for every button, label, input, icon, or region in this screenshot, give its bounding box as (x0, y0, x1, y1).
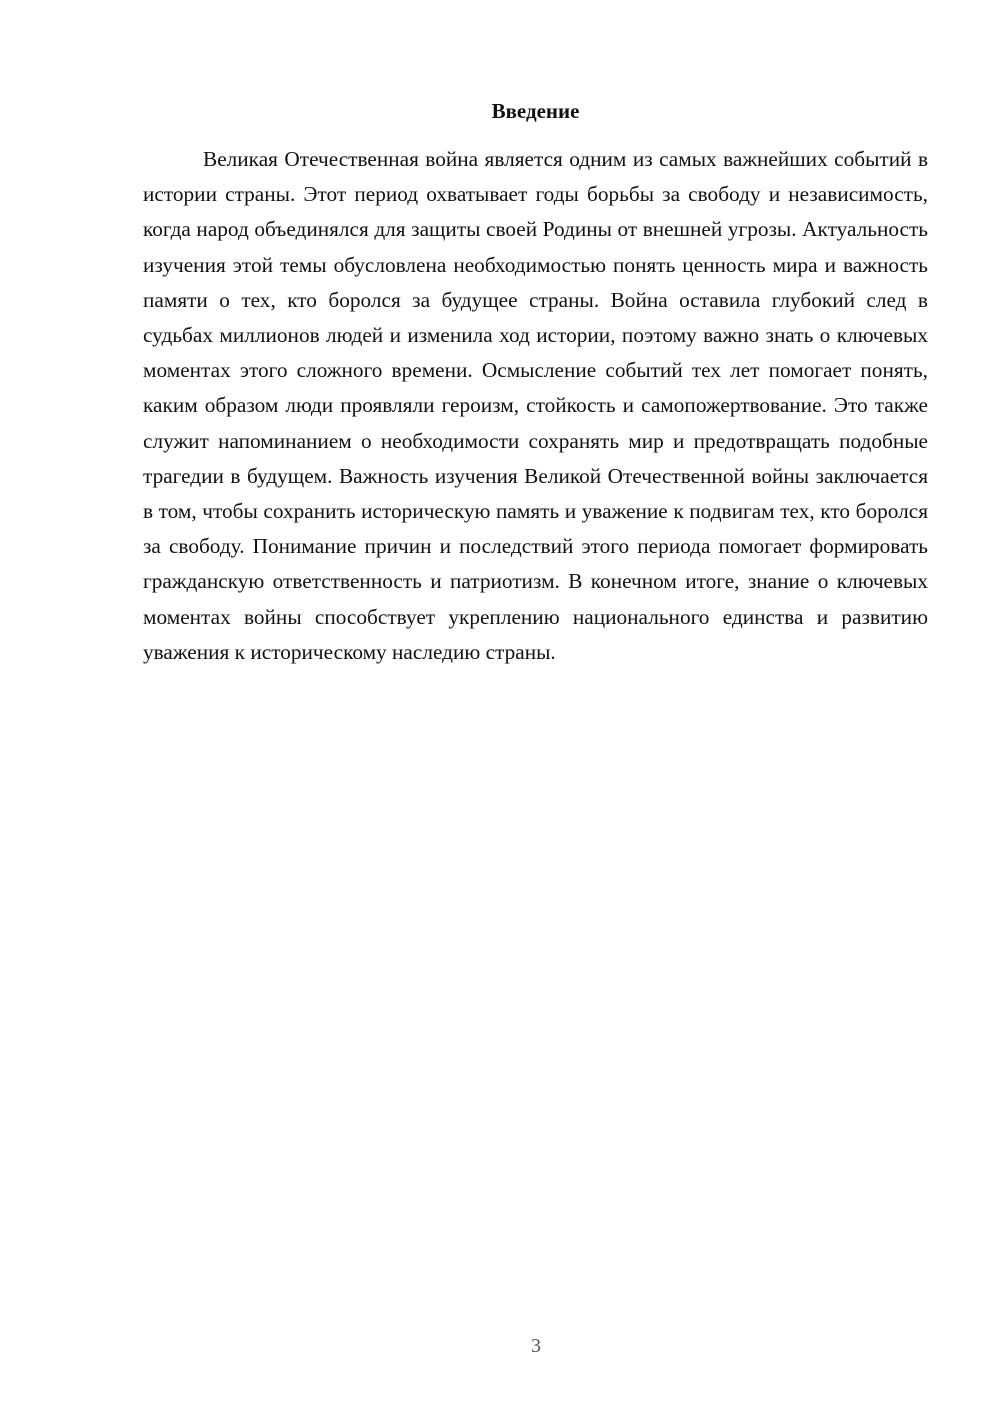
page-number: 3 (531, 1335, 541, 1357)
body-paragraph: Великая Отечественная война является одним из самых важнейших событий в истории страны. Этот период охватывает годы борьбы за свободу и независимость, когда народ объединялся для защиты своей Родины от внешней угрозы. Актуальность изучения этой темы обусловлена необходимостью понять ценность мира и важность памяти о тех, кто боролся за будущее страны. Война оставила глубокий след в судьбах миллионов людей и изменила ход истории, поэтому важно знать о ключевых моментах этого сложного времени. Осмысление событий тех лет помогает понять, каким образом люди проявляли героизм, стойкость и самопожертвование. Это также служит напоминанием о необходимости сохранять мир и предотвращать подобные трагедии в будущем. Важность изучения Великой Отечественной войны заключается в том, чтобы сохранить историческую память и уважение к подвигам тех, кто боролся за свободу. Понимание причин и последствий этого периода помогает формировать гражданскую ответственность и патриотизм. В конечном итоге, знание о ключевых моментах войны способствует укреплению национального единства и развитию уважения к историческому наследию страны. (143, 147, 928, 664)
section-heading: Введение (491, 99, 580, 123)
